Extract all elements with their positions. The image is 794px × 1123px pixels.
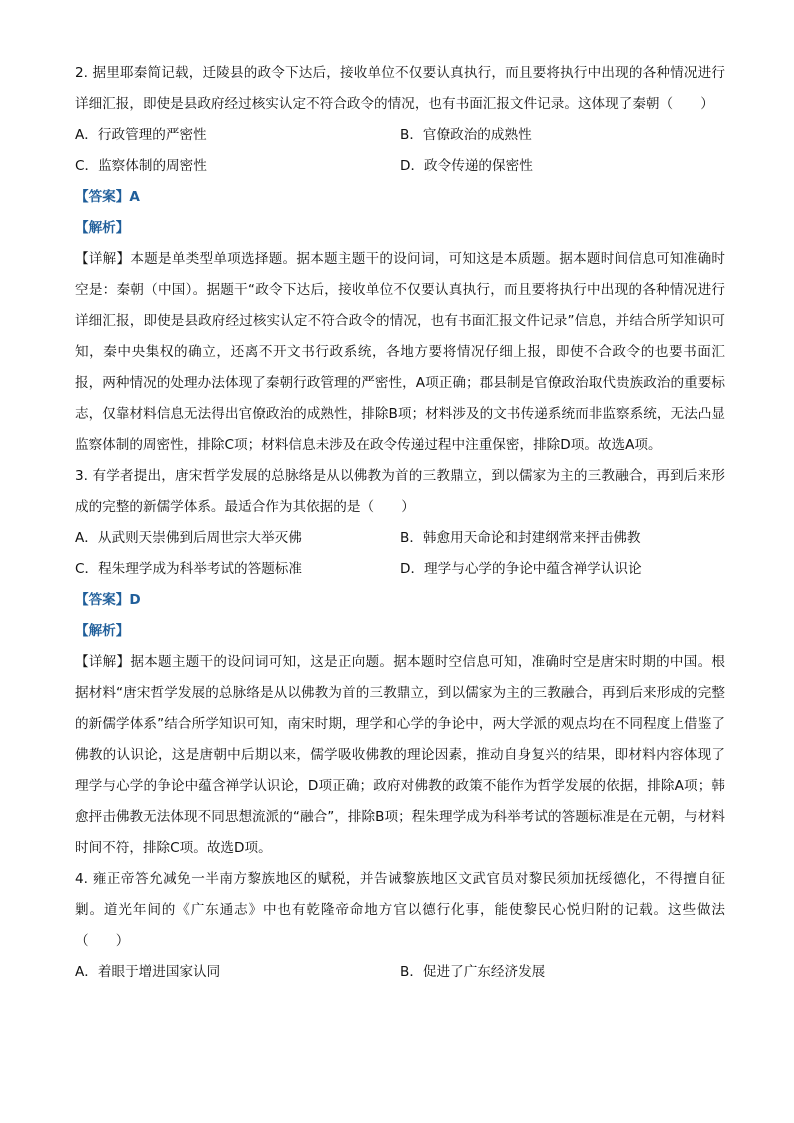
question-4 — [75, 864, 725, 988]
option-d: D．政令传递的保密性 — [400, 158, 533, 174]
analysis-label: 【解析】 — [75, 220, 130, 236]
question-number: 4. — [75, 871, 88, 887]
option-row — [75, 554, 725, 585]
detail-explanation: 【详解】本题是单类型单项选择题。据本题主题干的设问词，可知这是本质题。据本题时间信息可知准确时空是：秦朝（中国）。据题干“政令下达后，接收单位不仅要认真执行，而且要将执行中出现的各种情况进行详细汇报，即使是县政府经过核实认定不符合政令的情况，也有书面汇报文件记录”信息，并结合所学知识可知，秦中央集权的确立，还离不开文书行政系统，各地方要将情况仔细上报，即使不合政令的也要书面汇报，两种情况的处理办法体现了秦朝行政管理的严密性，A项正确；郡县制是官僚政治取代贵族政治的重要标志，仅靠材料信息无法得出官僚政治的成熟性，排除B项；材料涉及的文书传递系统而非监察系统，无法凸显监察体制的周密性，排除C项；材料信息未涉及在政令传递过程中注重保密，排除D项。故选A项。 — [75, 251, 725, 453]
option-a: A．着眼于增进国家认同 — [75, 964, 221, 980]
answer-label: 【答案】A — [75, 189, 140, 205]
question-number: 3. — [75, 468, 88, 484]
question-stem: 4. 雍正帝答允减免一半南方黎族地区的赋税，并告诫黎族地区文武官员对黎民须加抚绥德化，不得擅自征剿。道光年间的《广东通志》中也有乾隆帝命地方官以德行化事，能使黎民心悦归附的记载。这些做法（ ） — [75, 871, 725, 949]
detail-explanation: 【详解】据本题主题干的设问词可知，这是正向题。据本题时空信息可知，准确时空是唐宋时期的中国。根据材料“唐宋哲学发展的总脉络是从以佛教为首的三教鼎立，到以儒家为主的三教融合，再到后来形成的完整的新儒学体系”结合所学知识可知，南宋时期，理学和心学的争论中，两大学派的观点均在不同程度上借鉴了佛教的认识论，这是唐朝中后期以来，儒学吸收佛教的理论因素，推动自身复兴的结果，即材料内容体现了理学与心学的争论中蕴含禅学认识论，D项正确；政府对佛教的政策不能作为哲学发展的依据，排除A项；韩愈抨击佛教无法体现不同思想流派的“融合”，排除B项；程朱理学成为科举考试的答题标准是在元朝，与材料时间不符，排除C项。故选D项。 — [75, 654, 725, 856]
analysis-label: 【解析】 — [75, 623, 130, 639]
option-row — [75, 120, 725, 151]
option-row — [75, 957, 725, 988]
option-a: A．行政管理的严密性 — [75, 127, 207, 143]
option-b: B．官僚政治的成熟性 — [400, 127, 532, 143]
question-stem: 2. 据里耶秦简记载，迁陵县的政令下达后，接收单位不仅要认真执行，而且要将执行中出现的各种情况进行详细汇报，即使是县政府经过核实认定不符合政令的情况，也有书面汇报文件记录。这体现了秦朝（ ） — [75, 65, 725, 112]
option-row — [75, 523, 725, 554]
answer-label: 【答案】D — [75, 592, 141, 608]
question-3 — [75, 461, 725, 864]
option-a: A．从武则天崇佛到后周世宗大举灭佛 — [75, 530, 302, 546]
option-c: C．程朱理学成为科举考试的答题标准 — [75, 561, 302, 577]
question-stem: 3. 有学者提出，唐宋哲学发展的总脉络是从以佛教为首的三教鼎立，到以儒家为主的三教融合，再到后来形成的完整的新儒学体系。最适合作为其依据的是（ ） — [75, 468, 725, 515]
option-c: C．监察体制的周密性 — [75, 158, 207, 174]
exam-page — [75, 58, 725, 988]
option-d: D．理学与心学的争论中蕴含禅学认识论 — [400, 561, 642, 577]
option-b: B．促进了广东经济发展 — [400, 964, 546, 980]
option-row — [75, 151, 725, 182]
option-b: B．韩愈用天命论和封建纲常来抨击佛教 — [400, 530, 641, 546]
question-number: 2. — [75, 65, 88, 81]
question-2 — [75, 58, 725, 461]
